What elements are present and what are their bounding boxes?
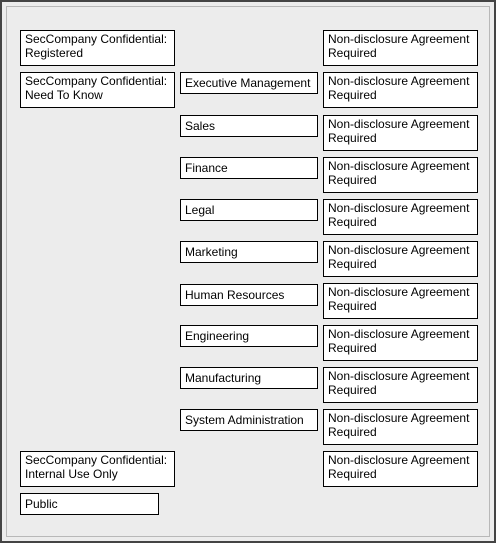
department-label: Finance: [185, 161, 228, 175]
nda-line1: Non-disclosure Agreement: [328, 369, 470, 383]
level-registered-line2: Registered: [25, 46, 84, 60]
nda-line1: Non-disclosure Agreement: [328, 243, 470, 257]
nda-line1: Non-disclosure Agreement: [328, 159, 470, 173]
nda-box: [323, 72, 478, 108]
department-label: Legal: [185, 203, 215, 217]
nda-box: [323, 199, 478, 235]
department-finance: [180, 157, 318, 179]
level-internal-use-only: [20, 451, 175, 487]
nda-line1: Non-disclosure Agreement: [328, 327, 470, 341]
department-human-resources: [180, 284, 318, 306]
nda-line2: Required: [328, 88, 377, 102]
nda-line2: Required: [328, 257, 377, 271]
nda-line2: Required: [328, 341, 377, 355]
nda-line2: Required: [328, 425, 377, 439]
nda-line1: Non-disclosure Agreement: [328, 285, 470, 299]
department-engineering: [180, 325, 318, 347]
level-registered: [20, 30, 175, 66]
nda-box: [323, 367, 478, 403]
department-label: Manufacturing: [185, 371, 262, 385]
nda-box: [323, 115, 478, 151]
department-sales: [180, 115, 318, 137]
nda-line2: Required: [328, 131, 377, 145]
nda-line2: Required: [328, 46, 377, 60]
level-registered-line1: SecCompany Confidential:: [25, 32, 168, 46]
department-label: Engineering: [185, 329, 250, 343]
department-label: Marketing: [185, 245, 238, 259]
department-manufacturing: [180, 367, 318, 389]
level-internal-use-only-line2: Internal Use Only: [25, 467, 118, 481]
nda-line2: Required: [328, 215, 377, 229]
level-public: [20, 493, 159, 515]
nda-line2: Required: [328, 173, 377, 187]
nda-line1: Non-disclosure Agreement: [328, 117, 470, 131]
nda-line1: Non-disclosure Agreement: [328, 74, 470, 88]
level-need-to-know-line1: SecCompany Confidential:: [25, 74, 168, 88]
nda-box: [323, 325, 478, 361]
department-label: Executive Management: [185, 76, 311, 90]
nda-line1: Non-disclosure Agreement: [328, 453, 470, 467]
nda-line1: Non-disclosure Agreement: [328, 201, 470, 215]
level-public-label: Public: [25, 497, 58, 511]
department-legal: [180, 199, 318, 221]
department-label: Human Resources: [185, 288, 285, 302]
department-system-administration: [180, 409, 318, 431]
level-internal-use-only-line1: SecCompany Confidential:: [25, 453, 168, 467]
level-need-to-know-line2: Need To Know: [25, 88, 103, 102]
nda-box: [323, 451, 478, 487]
nda-line2: Required: [328, 383, 377, 397]
nda-line2: Required: [328, 467, 377, 481]
nda-box: [323, 157, 478, 193]
nda-line2: Required: [328, 299, 377, 313]
department-marketing: [180, 241, 318, 263]
department-executive-management: [180, 72, 318, 94]
nda-line1: Non-disclosure Agreement: [328, 32, 470, 46]
nda-box: [323, 283, 478, 319]
nda-box: [323, 241, 478, 277]
department-label: System Administration: [185, 413, 304, 427]
level-need-to-know: [20, 72, 175, 108]
nda-line1: Non-disclosure Agreement: [328, 411, 470, 425]
nda-box: [323, 30, 478, 66]
department-label: Sales: [185, 119, 216, 133]
nda-box: [323, 409, 478, 445]
